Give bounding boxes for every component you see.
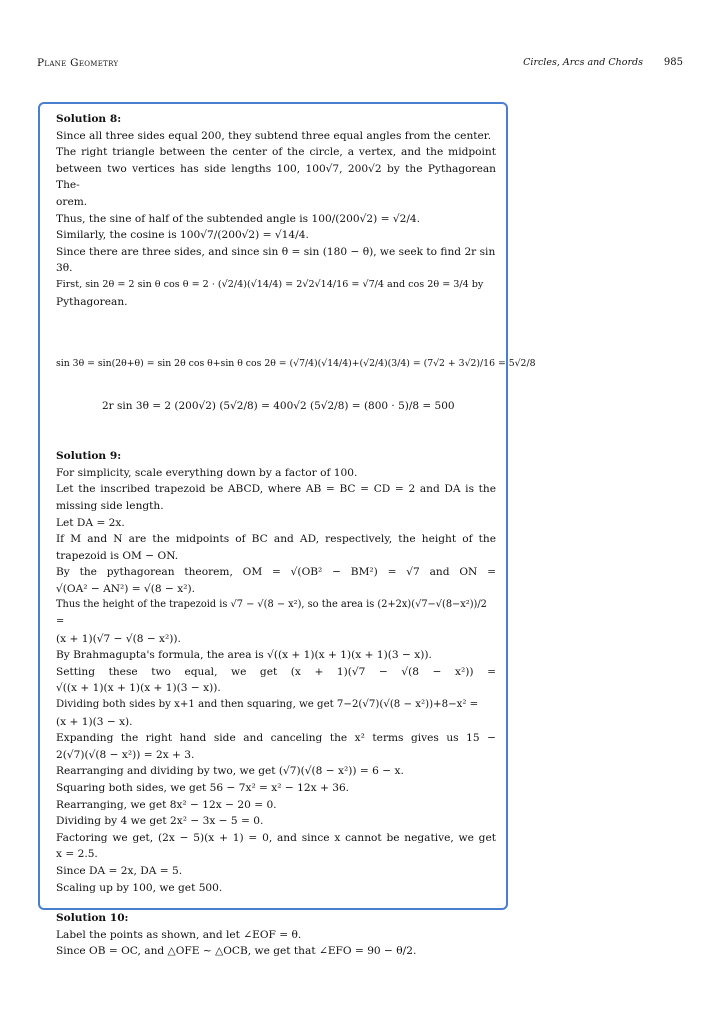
chapter-title: Circles, Arcs and Chords — [523, 57, 643, 68]
text-line: trapezoid is OM − ON. — [56, 549, 179, 562]
solutions-content — [56, 111, 536, 960]
text-line: (x + 1)(3 − x). — [56, 715, 133, 728]
text-line: By Brahmagupta's formula, the area is √((x + 1)(x + 1)(x + 1)(3 − x)). — [56, 649, 432, 662]
text-line: between two vertices has side lengths 100, 100√7, 200√2 by the Pythagorean The- — [56, 162, 496, 192]
text-line: Let DA = 2x. — [56, 516, 125, 529]
text-line: Since all three sides equal 200, they subtend three equal angles from the center. — [56, 129, 492, 142]
text-line: Pythagorean. — [56, 295, 128, 308]
text-line: Scaling up by 100, we get 500. — [56, 881, 223, 894]
solution-9-title: Solution 9: — [56, 450, 122, 463]
text-line: For simplicity, scale everything down by a factor of 100. — [56, 466, 358, 479]
text-line: Similarly, the cosine is 100√7/(200√2) = √14/4. — [56, 229, 309, 242]
text-line: Factoring we get, (2x − 5)(x + 1) = 0, and since x cannot be negative, we get — [56, 831, 496, 844]
text-line: The right triangle between the center of the circle, a vertex, and the midpoint — [56, 146, 496, 159]
text-line: By the pythagorean theorem, OM = √(OB² − BM²) = √7 and ON = — [56, 566, 496, 579]
page-header — [37, 57, 683, 73]
text-line: 2(√7)(√(8 − x²)) = 2x + 3. — [56, 748, 195, 761]
text-line: (x + 1)(√7 − √(8 − x²)). — [56, 632, 181, 645]
solution-8-title: Solution 8: — [56, 113, 122, 125]
text-line: missing side length. — [56, 499, 164, 512]
text-line: Let the inscribed trapezoid be ABCD, where AB = BC = CD = 2 and DA is the — [56, 483, 496, 496]
text-line: orem. — [56, 195, 88, 208]
text-line: Squaring both sides, we get 56 − 7x² = x² − 12x + 36. — [56, 782, 350, 794]
text-line: √(OA² − AN²) = √(8 − x²). — [56, 582, 195, 595]
text-line: Since DA = 2x, DA = 5. — [56, 864, 183, 877]
text-line: If M and N are the midpoints of BC and AD, respectively, the height of the — [56, 533, 496, 546]
text-line: Rearranging and dividing by two, we get (√7)(√(8 − x²)) = 6 − x. — [56, 765, 404, 778]
text-line: Expanding the right hand side and canceling the x² terms gives us 15 − — [56, 732, 496, 745]
text-line: √((x + 1)(x + 1)(x + 1)(3 − x)). — [56, 682, 221, 695]
equation-2r-sin3theta: 2r sin 3θ = 2 (200√2) (5√2/8) = 400√2 (5√2/8) = (800 · 5)/8 = 500 — [102, 400, 455, 413]
book-title: Plane Geometry — [37, 57, 119, 69]
text-line: Thus the height of the trapezoid is √7 − √(8 − x²), so the area is (2+2x)(√7−√(8−x²))/2 = — [56, 599, 487, 628]
text-line: Dividing by 4 we get 2x² − 3x − 5 = 0. — [56, 815, 264, 828]
text-line: Rearranging, we get 8x² − 12x − 20 = 0. — [56, 798, 277, 811]
text-line: Setting these two equal, we get (x + 1)(√7 − √(8 − x²)) = — [56, 665, 496, 678]
equation-sin3theta: sin 3θ = sin(2θ+θ) = sin 2θ cos θ+sin θ cos 2θ = (√7/4)(√14/4)+(√2/4)(3/4) = (7√2 + 3√2)/16 = 5√2/8 — [56, 358, 536, 370]
text-line: First, sin 2θ = 2 sin θ cos θ = 2 · (√2/4)(√14/4) = 2√2√14/16 = √7/4 and cos 2θ = 3/4 by — [56, 278, 484, 290]
solutions-box — [38, 102, 536, 958]
text-line: Label the points as shown, and let ∠EOF = θ. — [56, 928, 302, 941]
text-line: Since there are three sides, and since sin θ = sin (180 − θ), we seek to find 2r sin 3θ. — [56, 245, 496, 275]
text-line: Dividing both sides by x+1 and then squaring, we get 7−2(√7)(√(8 − x²))+8−x² = — [56, 699, 479, 711]
solution-10-title: Solution 10: — [56, 912, 129, 925]
text-line: x = 2.5. — [56, 848, 98, 861]
text-line: Since OB = OC, and △OFE ∼ △OCB, we get that ∠EFO = 90 − θ/2. — [56, 945, 417, 958]
page-number: 985 — [663, 57, 683, 68]
text-line: Thus, the sine of half of the subtended angle is 100/(200√2) = √2/4. — [56, 212, 421, 225]
